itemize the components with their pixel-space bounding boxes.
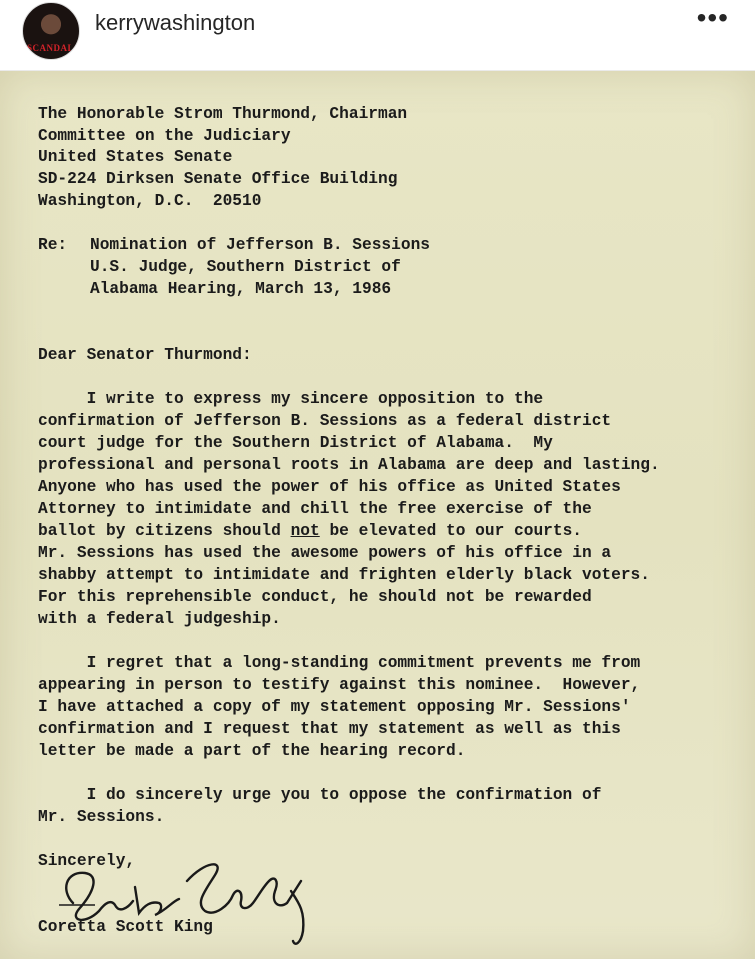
para1-line: I write to express my sincere opposition to the xyxy=(38,390,544,408)
para3-line: I do sincerely urge you to oppose the confirmation of xyxy=(38,786,602,804)
address-line: Washington, D.C. 20510 xyxy=(38,192,262,210)
para1-text: be elevated to our courts. xyxy=(319,522,583,540)
re-line: Alabama Hearing, March 13, 1986 xyxy=(90,280,392,298)
para1-text: ballot by citizens should xyxy=(38,522,291,540)
para1-line: For this reprehensible conduct, he should not be rewarded xyxy=(38,588,592,606)
avatar[interactable] xyxy=(22,2,80,60)
address-line: Committee on the Judiciary xyxy=(38,127,291,145)
re-line: U.S. Judge, Southern District of xyxy=(90,258,401,276)
para1-line: shabby attempt to intimidate and frighten elderly black voters. xyxy=(38,566,650,584)
para1-line: Mr. Sessions has used the awesome powers of his office in a xyxy=(38,544,612,562)
letter-image xyxy=(0,71,755,959)
para1-line xyxy=(38,521,582,543)
para3-line: Mr. Sessions. xyxy=(38,808,165,826)
username-link[interactable]: kerrywashington xyxy=(95,10,256,35)
post-header xyxy=(0,0,755,71)
re-label: Re: xyxy=(38,236,68,254)
signer-name: Coretta Scott King xyxy=(38,918,213,936)
address-line: United States Senate xyxy=(38,148,233,166)
para1-line: court judge for the Southern District of Alabama. My xyxy=(38,434,553,452)
para1-line: Anyone who has used the power of his office as United States xyxy=(38,478,621,496)
para1-line: with a federal judgeship. xyxy=(38,610,281,628)
para2-line: appearing in person to testify against this nominee. However, xyxy=(38,676,641,694)
underlined-word: not xyxy=(290,522,320,540)
para1-line: Attorney to intimidate and chill the free exercise of the xyxy=(38,500,592,518)
address-line: The Honorable Strom Thurmond, Chairman xyxy=(38,105,408,123)
para1-line: professional and personal roots in Alabama are deep and lasting. xyxy=(38,456,660,474)
avatar-badge: SCANDAL xyxy=(27,43,75,53)
para2-line: confirmation and I request that my statement as well as this xyxy=(38,720,621,738)
salutation: Dear Senator Thurmond: xyxy=(38,346,252,364)
address-line: SD-224 Dirksen Senate Office Building xyxy=(38,170,398,188)
closing: Sincerely, xyxy=(38,852,136,870)
para2-line: letter be made a part of the hearing record. xyxy=(38,742,466,760)
more-options-icon[interactable]: ••• xyxy=(696,2,729,33)
re-line: Nomination of Jefferson B. Sessions xyxy=(90,236,430,254)
para1-line: confirmation of Jefferson B. Sessions as a federal district xyxy=(38,412,612,430)
para2-line: I have attached a copy of my statement opposing Mr. Sessions' xyxy=(38,698,631,716)
para2-line: I regret that a long-standing commitment prevents me from xyxy=(38,654,641,672)
